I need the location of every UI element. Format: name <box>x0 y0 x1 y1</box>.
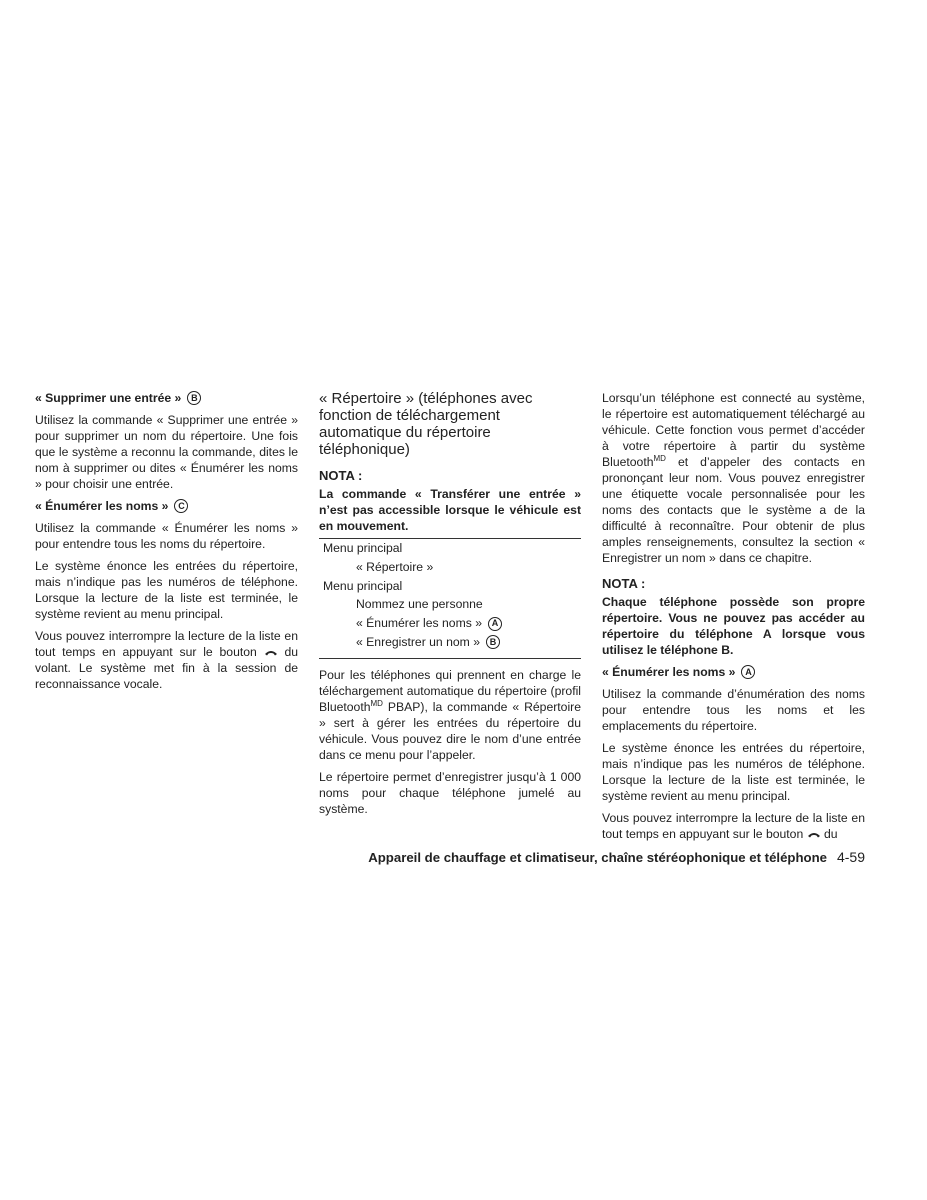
menu-line: Menu principal <box>323 578 403 593</box>
nota-text: Chaque téléphone possède son propre répertoire. Vous ne pouvez pas accéder au répertoire du téléphone A lorsque vous utilisez le téléphone B. <box>602 595 865 657</box>
marker-a-icon: A <box>488 617 502 631</box>
paragraph: Vous pouvez interrompre la lecture de la liste en tout temps en appuyant sur le bouton du volant. Le système met fin à la session de reconnaissance vocale. <box>35 629 299 691</box>
marker-a-icon: A <box>741 665 755 679</box>
page-footer <box>300 849 865 865</box>
menu-line: Nommez une personne <box>356 597 483 612</box>
column-3 <box>602 390 865 848</box>
column-2 <box>319 390 581 823</box>
footer-title: Appareil de chauffage et climatiseur, chaîne stéréophonique et téléphone <box>368 850 827 865</box>
paragraph: Pour les téléphones qui prennent en charge le téléchargement automatique du répertoire (profil Bluetooth$^{MD}$ PBAP), la commande « Répertoire » sert à gérer les entrées du répertoire du véhicule. Vous pouvez dire le nom d’une entrée dans ce menu pour l’appeler. <box>319 667 581 762</box>
menu-line: Menu principal <box>323 541 403 555</box>
paragraph: Le système énonce les entrées du répertoire, mais n’indique pas les numéros de téléphone. Lorsque la lecture de la liste est terminée, le système revient au menu principal. <box>35 559 298 621</box>
phone-hangup-icon <box>807 831 821 838</box>
menu-line: « Enregistrer un nom » B <box>319 633 581 652</box>
menu-line: « Énumérer les noms » A <box>319 614 581 633</box>
paragraph: Utilisez la commande « Supprimer une entrée » pour supprimer un nom du répertoire. Une fois que le système a reconnu la commande, dites le nom à supprimer ou dites « Énumérer les noms » pour choisir une entrée. <box>35 413 298 491</box>
nota-label: NOTA : <box>602 576 646 591</box>
marker-b-icon: B <box>187 391 201 405</box>
menu-tree <box>319 539 581 652</box>
phone-hangup-icon <box>264 649 278 656</box>
marker-c-icon: C <box>174 499 188 513</box>
heading-enumerer: « Énumérer les noms » A <box>602 664 865 680</box>
divider <box>319 658 581 659</box>
paragraph: Utilisez la commande « Énumérer les noms » pour entendre tous les noms du répertoire. <box>35 521 298 551</box>
paragraph: Le répertoire permet d’enregistrer jusqu’à 1 000 noms pour chaque téléphone jumelé au système. <box>319 769 581 816</box>
marker-b-icon: B <box>486 635 500 649</box>
nota-label: NOTA : <box>319 468 363 483</box>
section-title: « Répertoire » (téléphones avec fonction de téléchargement automatique du répertoire téléphonique) <box>319 390 533 458</box>
paragraph: Lorsqu’un téléphone est connecté au système, le répertoire est automatiquement téléchargé au véhicule. Cette fonction vous permet d’accéder à votre répertoire à partir du système Bluetooth$^{MD}$ et d’appeler des contacts en prononçant leur nom. Vous pouvez enregistrer une étiquette vocale personnalisée pour les noms des contacts que le système a de la difficulté à reconnaître. Pour obtenir de plus amples renseignements, consultez la section « Enregistrer un nom » dans ce chapitre. <box>602 391 865 565</box>
paragraph: Le système énonce les entrées du répertoire, mais n’indique pas les numéros de téléphone. Lorsque la lecture de la liste est terminée, le système revient au menu principal. <box>602 741 865 803</box>
menu-line: « Répertoire » <box>356 559 434 574</box>
column-1 <box>35 390 298 698</box>
nota-text: La commande « Transférer une entrée » n’est pas accessible lorsque le véhicule est en mouvement. <box>319 487 581 533</box>
heading-supprimer: « Supprimer une entrée » B <box>35 390 298 406</box>
page-number: 4-59 <box>836 849 865 865</box>
heading-enumerer: « Énumérer les noms » C <box>35 498 298 514</box>
paragraph: Utilisez la commande d’énumération des noms pour entendre tous les noms et les emplacements du répertoire. <box>602 687 865 733</box>
paragraph: Vous pouvez interrompre la lecture de la liste en tout temps en appuyant sur le bouton du <box>602 811 865 841</box>
